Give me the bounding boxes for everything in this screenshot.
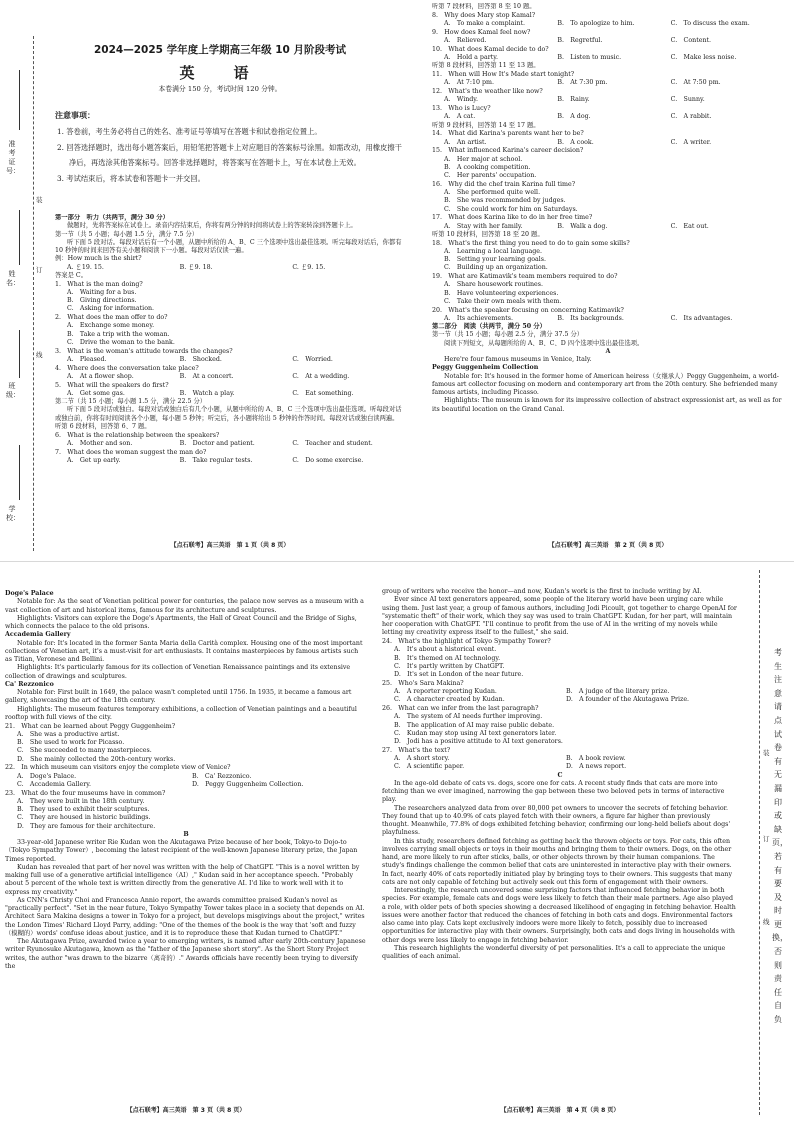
option-text: B. She used to work for Picasso. [17, 739, 125, 746]
option-text: C. A writer. [670, 138, 712, 146]
option-text: C. ￡9. 15. [292, 263, 326, 271]
notice-item: 1. 答卷前，考生务必将自己的姓名、准考证号等填写在答题卡和试卷指定位置上。 [57, 127, 322, 136]
question-stem: 16. Why did the chef train Karina full time? [432, 180, 576, 188]
question-stem: 21. What can be learned about Peggy Guggenheim? [5, 722, 176, 730]
option-text: A. Windy. [444, 96, 479, 104]
option-text: B. It's themed on AI technology. [394, 654, 501, 662]
text-line: 听第 9 段材料，回答第 14 至 17 题。 [432, 121, 540, 129]
paragraph: Notable for: As the seat of Venetian political power for centuries, the palace now serves as a museum with a vast collection of art and historical items, famous for its architecture and sculptures. [5, 598, 364, 614]
fill-line-name [19, 210, 20, 265]
option-text: C. A rabbit. [670, 113, 712, 121]
paragraph: 听下面 5 段对话或独白。每段对话或独白后有几个小题，从题中所给的 A、B、C 三个选项中选出最佳选项。听每段对话或独白前，你将有时间阅读各个小题，每小题 5 秒钟；听完后，各小题将给出 5 秒钟的作答时间。每段对话或独白读两遍。 [55, 406, 402, 422]
option-text: D. Jodi has a positive attitude to AI text generators. [394, 738, 563, 745]
option-text: A. The system of AI needs further improving. [394, 713, 543, 721]
text-line: 听第 8 段材料，回答第 11 至 13 题。 [432, 62, 540, 70]
option-text: A. Get up early. [67, 456, 121, 464]
option-row [55, 264, 405, 272]
option-row [432, 113, 784, 121]
option-text: D. Peggy Guggenheim Collection. [192, 780, 304, 788]
question-stem: 1. What is the man doing? [55, 280, 143, 288]
option-text: B. Have volunteering experiences. [444, 289, 559, 297]
question-stem: 17. What does Karina like to do in her free time? [432, 214, 593, 222]
option-text: C. Do some exercise. [292, 456, 364, 464]
paragraph: 33-year-old Japanese writer Rie Kudan won the Akutagawa Prize because of her book, Tokyo-to Dojo-to（Tokyo Sympathy Tower）, becoming the latest recipient of the well-known Japanese literary prize, the Japan Times reported. [5, 839, 358, 863]
paragraph: In this study, researchers defined fetching as getting back the thrown objects or toys. For cats, this often involves carrying small objects or toys in their mouths and bringing them to their owners. Dogs, on the other hand, are more likely to run after sticks, balls, or other objects thrown by their human companions. The study's findings challenge the common belief that cats are uninterested in interactive play with their owners. In fact, nearly 40% of cats reportedly initiated play by bringing toys to their owners. This suggests that many cats are not only capable of fetching but actively seek out this form of engagement with their owners. [382, 837, 733, 886]
option-row [55, 373, 405, 381]
passage-heading: Peggy Guggenheim Collection [432, 364, 539, 372]
option-text: B. Listen to music. [557, 54, 622, 61]
option-row [55, 440, 405, 448]
passage-letter: B [183, 830, 189, 838]
question-stem: 11. When will How It's Made start tonight? [432, 71, 575, 78]
question-stem: 8. Why does Mary stop Kamal? [432, 11, 536, 19]
text-line: 第二节（共 15 小题；每小题 1.5 分，满分 22.5 分） [55, 398, 207, 405]
paragraph: Highlights: The museum features temporary exhibitions, a collection of Venetian paintings and a beautiful rooftop with full views of the city. [5, 705, 357, 721]
page4-reading [382, 588, 738, 1100]
option-text: D. It's set in London of the near future. [394, 671, 524, 678]
paragraph: The researchers analyzed data from over 80,000 pet owners to uncover the secrets of fetching behavior. They found that up to 40.9% of cats played fetch with their owners, a figure far higher than previously thought. Meanwhile, 77.8% of dogs exhibited fetching behavior, confirming our long-held beliefs about dogs' playfulness. [382, 804, 731, 837]
option-text: C. Accademia Gallery. [17, 780, 92, 788]
option-text: B. ￡9. 18. [179, 263, 213, 271]
question-stem: 14. What did Karina's parents want her to be? [432, 130, 584, 138]
fill-line-class [19, 330, 20, 378]
option-row [432, 37, 784, 45]
text-line: 例：How much is the shirt? [55, 255, 142, 263]
paragraph: This research highlights the wonderful diversity of pet personalities. It's a call to appreciate the unique qualities of each animal. [382, 944, 726, 960]
option-row [5, 773, 367, 781]
question-stem: 9. How does Kamal feel now? [432, 28, 531, 36]
passage-heading: Doge's Palace [5, 590, 54, 597]
notice-item: 3. 考试结束后，将本试卷和答题卡一并交回。 [57, 173, 205, 183]
notice-heading: 注意事项： [55, 111, 95, 120]
option-row [55, 390, 405, 398]
option-text: D. A news report. [566, 763, 627, 771]
option-text: C. Make less noise. [670, 54, 737, 61]
option-text: A. Her major at school. [444, 155, 523, 163]
paragraph: Highlights: The museum is known for its impressive collection of abstract expressionist art, as well as for its beautiful location on the Grand Canal. [432, 397, 782, 413]
question-stem: 4. Where does the conversation take place? [55, 364, 199, 372]
question-stem: 20. What's the speaker focusing on concerning Katimavik? [432, 306, 624, 314]
mark-zhuang: 装 [36, 196, 43, 204]
option-text: C. It's partly written by ChatGPT. [394, 662, 505, 670]
paragraph: Interestingly, the research uncovered some surprising factors that influenced fetching behavior in both species. For example, female cats and dogs were less likely to fetch than their male partners. Age also played a role, with older pets of both species showing a decreased likelihood of engaging in fetching behavior. Health issues were another factor that reduced the chances of fetching in both cats and dogs. Environmental factors also came into play. Cats kept exclusively indoors were more likely to fetch, possibly due to increased opportunities for interactive play with their owners. Surprisingly, both cats and dogs living in households with other dogs were less likely to engage in fetching behavior. [382, 887, 736, 944]
option-text: C. Worried. [292, 355, 333, 363]
paragraph: Notable for: It's located in the former Santa Maria della Carità complex. Housing one of the most important collections of Venetian art, it's a must-visit for art enthusiasts. It contains masterpieces by famous artists such as Titian, Veronese and Bellini. [5, 639, 363, 663]
option-row [432, 223, 784, 231]
option-text: C. Teacher and student. [292, 439, 373, 447]
exam-sheet-bottom [0, 562, 794, 1123]
text-line: 答案是 C。 [55, 271, 88, 279]
notice-item: 2. 回答选择题时，选出每小题答案后，用铅笔把答题卡上对应题目的答案标号涂黑。如需改动，用橡皮擦干净后，再选涂其他答案标号。回答非选择题时，将答案写在答题卡上，写在本试卷上无效。 [57, 142, 402, 167]
option-text: A. They were built in the 18th century. [17, 797, 145, 805]
option-text: B. Regretful. [557, 37, 603, 44]
option-text: A. Get some gas. [67, 389, 125, 397]
option-row [55, 457, 405, 465]
question-stem: 24. What's the highlight of Tokyo Sympathy Tower? [382, 638, 551, 645]
option-row [432, 20, 784, 28]
paragraph: In the age-old debate of cats vs. dogs, score one for cats. A recent study finds that cats are more into fetching than we ever imagined, narrowing the gap between these two beloved pets in terms of interactive play. [382, 779, 725, 804]
page1-footer: 【点石联考】高三英语 第 1 页（共 8 页） [170, 542, 290, 549]
option-text: A. To make a complaint. [444, 20, 526, 27]
option-text: C. They are housed in historic buildings. [17, 814, 151, 822]
option-row [382, 755, 738, 763]
right-mark-zhuang: 装 [763, 749, 770, 757]
option-text: B. Setting your learning goals. [444, 256, 547, 263]
option-text: B. A dog. [557, 113, 591, 121]
option-text: A. Its achievements. [444, 314, 513, 322]
question-stem: 2. What does the man offer to do? [55, 314, 168, 321]
label-class: 班级： [6, 382, 20, 399]
passage-heading: Ca' Rezzonico [5, 680, 54, 688]
option-text: C. At 7:50 pm. [670, 79, 721, 87]
fill-line-exam-number [19, 70, 20, 130]
right-mark-ding: 订 [763, 835, 770, 843]
label-name: 姓名： [6, 270, 20, 287]
option-text: B. She was recommended by judges. [444, 197, 566, 205]
option-text: B. They used to exhibit their sculptures. [17, 806, 150, 813]
question-stem: 26. What can we infer from the last paragraph? [382, 705, 539, 712]
right-binding-margin [742, 562, 794, 1123]
paragraph: 做题时，先将答案标在试卷上。录音内容结束后，你将有两分钟的时间将试卷上的答案转涂到答题卡上。 [67, 222, 357, 230]
option-text: C. Kudan may stop using AI text generators later. [394, 729, 557, 737]
option-text: C. Asking for information. [67, 305, 155, 313]
exam-subject: 英 语 [179, 64, 261, 82]
option-row [55, 356, 405, 364]
option-text: B. A book review. [566, 755, 626, 762]
option-row [432, 79, 784, 87]
option-row [432, 54, 784, 62]
option-text: A. Waiting for a bus. [67, 288, 137, 296]
option-row [382, 696, 738, 704]
option-text: C. She could work for him on Saturdays. [444, 205, 578, 213]
text-line: 听第 10 段材料，回答第 18 至 20 题。 [432, 230, 544, 238]
page1-questions [55, 214, 405, 540]
option-row [432, 139, 784, 147]
option-row [5, 781, 367, 789]
option-text: A. At a flower shop. [67, 372, 134, 380]
option-text: C. To discuss the exam. [670, 20, 750, 27]
binding-line [33, 36, 34, 551]
option-text: C. Its advantages. [670, 314, 733, 322]
text-line: 听第 7 段材料，回答第 8 至 10 题。 [432, 3, 536, 10]
page2-footer: 【点石联考】高三英语 第 2 页（共 8 页） [548, 542, 668, 549]
question-stem: 12. What's the weather like now? [432, 88, 543, 95]
text-line: 第一节（共 5 小题；每小题 1.5 分，满分 7.5 分） [55, 230, 199, 238]
option-row [432, 315, 784, 323]
option-text: B. Watch a play. [179, 389, 235, 397]
option-text: A. Exchange some money. [67, 322, 155, 330]
paragraph: 阅读下列短文，从每题所给的 A、B、C、D 四个选项中选出最佳选项。 [444, 339, 644, 347]
option-text: B. At 7:30 pm. [557, 79, 608, 87]
exam-note: 本卷满分 150 分，考试时间 120 分钟。 [158, 85, 282, 93]
passage-heading: Accademia Gallery [5, 631, 71, 639]
option-text: B. Take regular tests. [179, 456, 253, 464]
option-text: B. Doctor and patient. [179, 439, 255, 447]
label-school: 学校： [6, 505, 20, 522]
question-stem: 15. What influenced Karina's career decision? [432, 147, 584, 155]
paragraph: Kudan has revealed that part of her novel was written with the help of ChatGPT. "This is a novel written by making full use of a generative artificial intelligence（AI）," Kudan said in her acceptance speech. "Probably about 5 percent of the whole text is written directly from the generative AI. I'd like to work well with it to express my creativity." [5, 863, 360, 896]
option-text: C. A character created by Kudan. [394, 696, 505, 704]
exam-title: 2024—2025 学年度上学期高三年级 10 月阶段考试 [93, 44, 347, 56]
notice-list [55, 124, 405, 186]
question-stem: 3. What is the woman's attitude towards the changes? [55, 347, 233, 355]
question-stem: 5. What will the speakers do first? [55, 381, 169, 389]
option-text: A. Hold a party. [444, 54, 498, 61]
option-text: B. Its backgrounds. [557, 314, 624, 322]
option-text: A. An artist. [444, 138, 487, 146]
page2-questions [432, 3, 784, 538]
question-stem: 7. What does the woman suggest the man do? [55, 448, 207, 456]
page3-footer: 【点石联考】高三英语 第 3 页（共 8 页） [126, 1107, 246, 1114]
option-text: B. At a concert. [179, 372, 234, 380]
text-line: 听第 6 段材料，回答第 6、7 题。 [55, 422, 151, 430]
question-stem: 10. What does Kamal decide to do? [432, 45, 549, 53]
option-text: C. Building up an organization. [444, 264, 548, 272]
passage-letter: C [557, 771, 563, 779]
option-text: A. Relieved. [444, 37, 487, 44]
question-stem: 27. What's the text? [382, 746, 451, 754]
option-text: B. A cook. [557, 138, 594, 146]
paragraph: 听下面 5 段对话。每段对话后有一个小题，从题中所给的 A、B、C 三个选项中选出最佳选项。听完每段对话后，你都有 10 秒钟的时间来回答有关小题和阅读下一小题。每段对话仅读一遍。 [55, 238, 402, 254]
text-line: 第一节（共 15 小题；每小题 2.5 分，满分 37.5 分） [432, 331, 584, 339]
option-text: A. She performed quite well. [444, 189, 541, 196]
paragraph: Highlights: It's particularly famous for its collection of Venetian Renaissance paintings and its extensive collection of drawings and sculptures. [5, 664, 351, 680]
option-text: A. Share housework routines. [444, 281, 543, 289]
question-stem: 25. Who's Sara Makina? [382, 679, 464, 687]
question-stem: 19. What are Katimavik's team members required to do? [432, 273, 618, 280]
question-stem: 6. What is the relationship between the speakers? [55, 431, 220, 439]
paragraph: Notable for: First built in 1649, the palace wasn't completed until 1756. In 1935, it became a famous art gallery, showcasing the art of the 18th century. [5, 689, 352, 705]
question-stem: 18. What's the first thing you need to do to gain some skills? [432, 239, 630, 247]
option-text: A. Pleased. [67, 355, 107, 363]
option-text: A. A short story. [394, 755, 450, 762]
label-exam-number: 准考证号： [6, 140, 20, 175]
option-row [382, 688, 738, 696]
option-text: C. At a wedding. [292, 372, 350, 380]
passage-letter: A [605, 347, 611, 355]
option-text: A. Doge's Palace. [17, 772, 77, 780]
question-stem: 22. In which museum can visitors enjoy the complete view of Venice? [5, 764, 231, 772]
mark-xian: 线 [36, 351, 43, 359]
option-text: A. Stay with her family. [444, 222, 523, 230]
right-margin-warning: 考生注意请点试卷有无漏印或缺页，若有要及时更换，否则责任自负 [772, 648, 788, 1025]
option-text: D. A founder of the Akutagawa Prize. [566, 696, 690, 704]
question-stem: 13. Who is Lucy? [432, 105, 491, 112]
option-text: D. She mainly collected the 20th-century works. [17, 755, 176, 763]
paragraph: Notable for: It's housed in the former home of American heiress（女继承人）Peggy Guggenheim, a world-famous art collector focusing on modern and contemporary art from the 20th century. She befriended many famous artists, including Picasso. [432, 372, 779, 396]
option-text: B. Ca' Rezzonico. [192, 772, 252, 780]
option-text: C. Eat something. [292, 389, 354, 397]
fill-line-school [19, 445, 20, 500]
option-text: A. Learning a local language. [444, 247, 542, 255]
option-text: C. Sunny. [670, 96, 705, 104]
text-line: group of writers who receive the honor—and now, Kudan's work is the first to include writing by AI. [382, 588, 702, 595]
option-text: C. Take their own meals with them. [444, 297, 562, 305]
option-text: B. Giving directions. [67, 297, 137, 304]
option-text: B. Shocked. [179, 355, 222, 363]
option-text: A. A reporter reporting Kudan. [394, 688, 497, 695]
option-row [382, 763, 738, 771]
option-text: C. Eat out. [670, 222, 709, 230]
option-row [432, 96, 784, 104]
option-text: A. It's about a historical event. [394, 646, 497, 654]
paragraph: Here're four famous museums in Venice, Italy. [444, 356, 592, 363]
option-text: A. At 7:10 pm. [444, 79, 494, 87]
option-text: C. She succeeded to many masterpieces. [17, 747, 152, 755]
option-text: A. A cat. [444, 113, 476, 121]
option-text: B. The application of AI may raise public debate. [394, 721, 555, 729]
section-heading: 第一部分 听力（共两节，满分 30 分） [55, 214, 169, 221]
paragraph: Ever since AI text generators appeared, some people of the literary world have been urging care while using them. Just last year, a group of famous authors, including Jodi Picoult, got together to charge OpenAI for "systematic theft" of their work, which they say was used to train ChatGPT. Kudan, for her part, will maintain her cooperation with ChatGPT. "I'll continue to profit from the use of AI in the writing of my novels while letting my creativity express itself to the fullest," she said. [382, 596, 737, 637]
option-text: A. Mother and son. [67, 439, 133, 447]
option-text: A. She was a productive artist. [17, 730, 120, 738]
page4-footer: 【点石联考】高三英语 第 4 页（共 8 页） [500, 1107, 620, 1114]
option-text: C. Her parents' occupation. [444, 172, 537, 179]
option-text: D. They are famous for their architecture. [17, 822, 156, 830]
page3-reading [5, 590, 367, 1100]
section-heading: 第二部分 阅读（共两节，满分 50 分） [432, 323, 546, 330]
option-text: B. A judge of the literary prize. [566, 688, 670, 695]
binding-margin [0, 0, 48, 561]
right-binding-line [759, 570, 760, 1115]
option-text: C. Drive the woman to the bank. [67, 338, 175, 346]
right-mark-xian: 线 [763, 918, 770, 926]
paragraph: The Akutagawa Prize, awarded twice a year to emerging writers, is named after early 20th-century Japanese writer Ryunosuke Akutagawa, known as the "father of the Japanese short story". As the Short Story Project writes, the author "was drawn to the bizarre（离奇的）." Awards officials have recently been trying to diversify the [5, 938, 366, 970]
option-text: B. A cooking competition. [444, 163, 531, 171]
paragraph: As CNN's Christy Choi and Francesca Annio report, the awards committee praised Kudan's novel as "practically perfect". "Set in the near future, Tokyo Sympathy Tower takes place in a society that depends on AI. Architect Sara Makina designs a tower in Tokyo for a project, but develops misgivings about the project," writes the London Times' Richard Lloyd Parry, adding: "One of the themes of the book is the way that 'soft and fuzzy（模糊的）words' confuse ideas about justice, and it is to reproduce these that Kudan turned to ChatGPT." [5, 896, 365, 937]
paragraph: Highlights: Visitors can explore the Doge's Apartments, the Hall of Great Council and the Bridge of Sighs, which connects the palace to the old prisons. [5, 614, 357, 630]
option-text: B. Rainy. [557, 96, 590, 104]
option-text: B. Walk a dog. [557, 222, 608, 230]
question-stem: 23. What do the four museums have in common? [5, 789, 166, 797]
option-text: C. A scientific paper. [394, 763, 465, 771]
exam-sheet-top [0, 0, 794, 561]
option-text: A. ￡19. 15. [67, 263, 104, 271]
option-text: B. Take a trip with the woman. [67, 330, 170, 338]
option-text: C. Content. [670, 37, 712, 44]
mark-ding: 订 [36, 266, 43, 274]
option-text: B. To apologize to him. [557, 20, 635, 27]
